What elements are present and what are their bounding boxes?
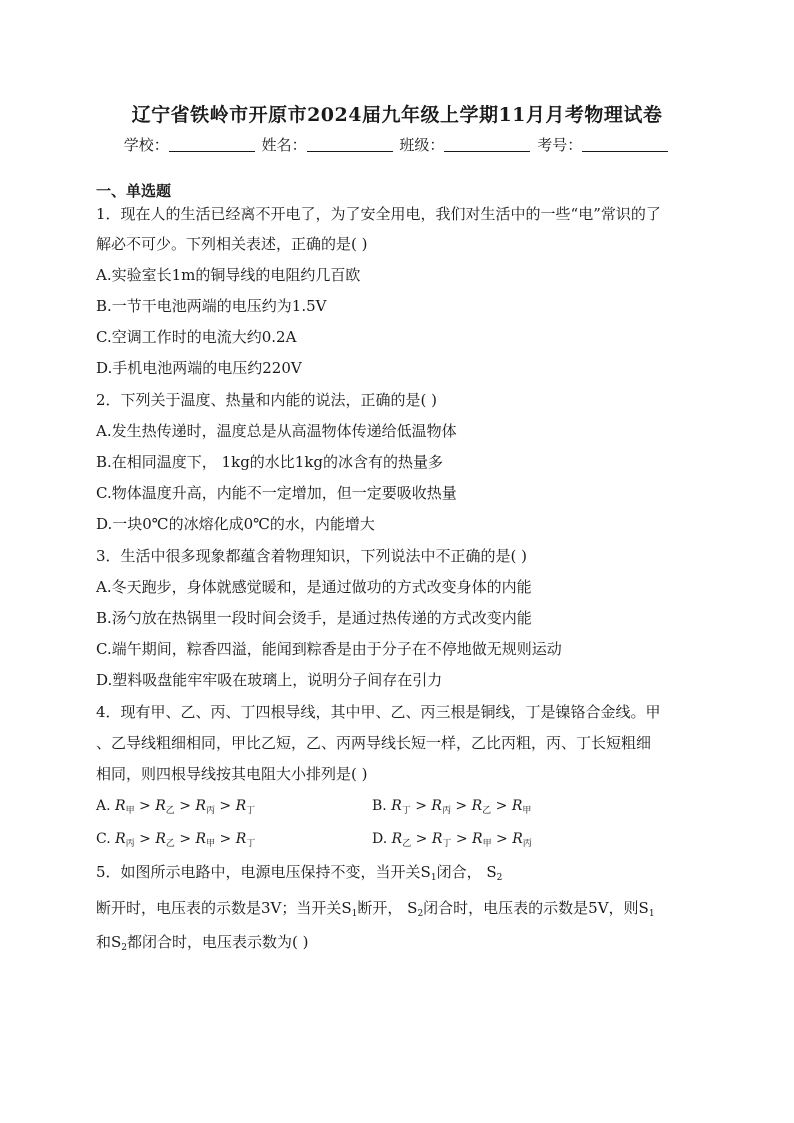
- school-blank[interactable]: [169, 137, 255, 152]
- question-4-option-b[interactable]: B. $R_丁 > R_丙 > R_乙 > R_甲$: [372, 798, 532, 816]
- question-3-option-a[interactable]: A.冬天跑步，身体就感觉暖和，是通过做功的方式改变身体的内能: [96, 578, 532, 596]
- question-2-option-a[interactable]: A.发生热传递时，温度总是从高温物体传递给低温物体: [96, 422, 457, 440]
- exam-number-label: 考号：: [537, 136, 583, 154]
- question-3-option-c[interactable]: C.端午期间，粽香四溢，能闻到粽香是由于分子在不停地做无规则运动: [96, 640, 562, 658]
- class-blank[interactable]: [444, 137, 530, 152]
- question-1-line-1: 1．现在人的生活已经离不开电了，为了安全用电，我们对生活中的一些“电”常识的了: [96, 205, 661, 223]
- exam-number-blank[interactable]: [582, 137, 668, 152]
- question-2-line-1: 2．下列关于温度、热量和内能的说法，正确的是( ): [96, 391, 438, 409]
- name-label: 姓名：: [261, 136, 307, 154]
- page-title: 辽宁省铁岭市开原市2024届九年级上学期11月月考物理试卷: [131, 104, 663, 126]
- question-4-option-c[interactable]: C. $R_丙 > R_乙 > R_甲 > R_丁$: [96, 831, 256, 849]
- question-5-line-2: 断开时，电压表的示数是3V；当开关$S_1$断开， $S_2$闭合时，电压表的示数是5V，则$S_1$: [96, 899, 655, 919]
- question-2-option-b[interactable]: B.在相同温度下， 1kg的水比1kg的冰含有的热量多: [96, 453, 444, 471]
- question-1-option-b[interactable]: B.一节干电池两端的电压约为1.5V: [96, 297, 327, 315]
- student-info-row: [0, 134, 794, 155]
- question-3-option-b[interactable]: B.汤勺放在热锅里一段时间会烫手，是通过热传递的方式改变内能: [96, 609, 532, 627]
- section-heading: 一、单选题: [96, 182, 172, 200]
- name-blank[interactable]: [307, 137, 393, 152]
- question-2-option-c[interactable]: C.物体温度升高，内能不一定增加，但一定要吸收热量: [96, 484, 457, 502]
- question-1-option-a[interactable]: A.实验室长1m的铜导线的电阻约几百欧: [96, 266, 361, 284]
- question-2-option-d[interactable]: D.一块0℃的冰熔化成0℃的水，内能增大: [96, 515, 375, 533]
- question-5-line-1: 5．如图所示电路中，电源电压保持不变，当开关$S_1$闭合， $S_2$: [96, 863, 503, 883]
- question-3-line-1: 3．生活中很多现象都蕴含着物理知识，下列说法中不正确的是( ): [96, 547, 528, 565]
- question-4-option-d[interactable]: D. $R_乙 > R_丁 > R_甲 > R_丙$: [372, 831, 532, 849]
- question-5-line-3: 和$S_2$都闭合时，电压表示数为( ): [96, 933, 309, 953]
- question-1-line-2: 解必不可少。下列相关表述，正确的是( ): [96, 235, 368, 253]
- question-3-option-d[interactable]: D.塑料吸盘能牢牢吸在玻璃上，说明分子间存在引力: [96, 671, 443, 689]
- question-4-line-1: 4．现有甲、乙、丙、丁四根导线，其中甲、乙、丙三根是铜线，丁是镍铬合金线。甲: [96, 703, 661, 721]
- question-4-option-a[interactable]: A. $R_甲 > R_乙 > R_丙 > R_丁$: [96, 798, 256, 816]
- question-1-option-d[interactable]: D.手机电池两端的电压约220V: [96, 359, 302, 377]
- question-4-line-2: 、乙导线粗细相同，甲比乙短，乙、丙两导线长短一样，乙比丙粗，丙、丁长短粗细: [96, 734, 652, 752]
- question-4-line-3: 相同，则四根导线按其电阻大小排列是( ): [96, 765, 368, 783]
- class-label: 班级：: [399, 136, 445, 154]
- school-label: 学校：: [123, 136, 169, 154]
- question-1-option-c[interactable]: C.空调工作时的电流大约0.2A: [96, 328, 297, 346]
